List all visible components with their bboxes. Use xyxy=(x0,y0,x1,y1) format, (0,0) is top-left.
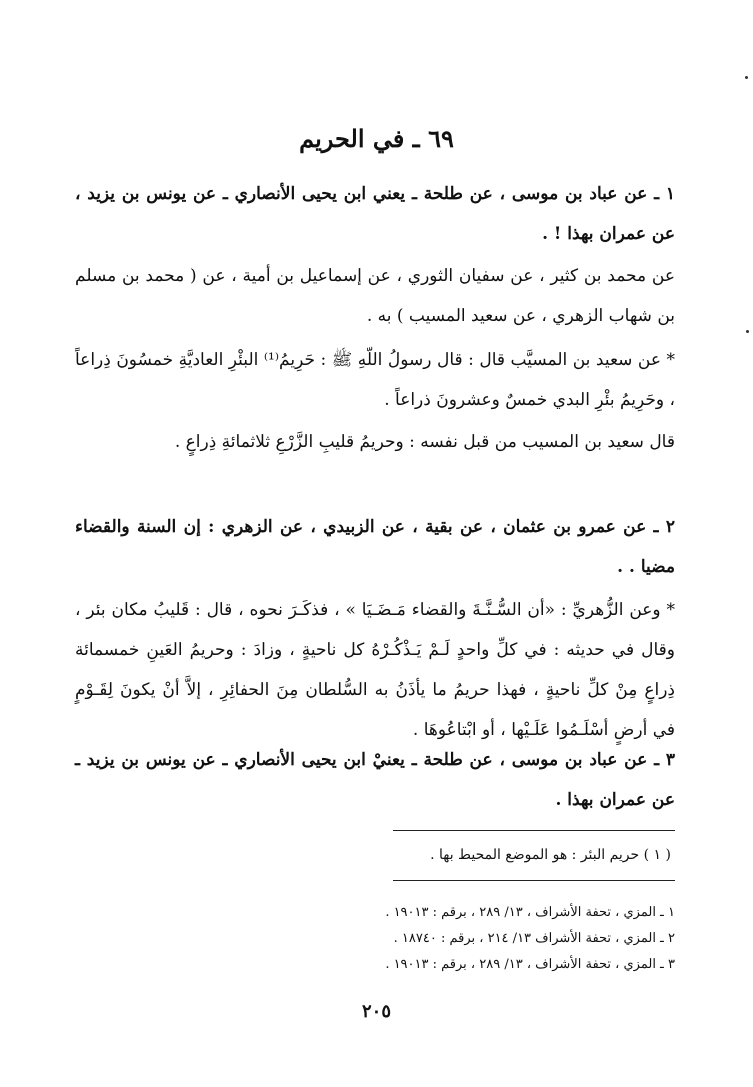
scan-speck xyxy=(745,76,748,79)
hadith-1-alt-chain: عن محمد بن كثير ، عن سفيان الثوري ، عن إسماعيل بن أمية ، عن ( محمد بن مسلم بن شهاب الزهري ، عن سعيد المسيب ) به . xyxy=(75,266,675,326)
chapter-title: ٦٩ ـ في الحريم xyxy=(299,124,454,153)
references-divider xyxy=(393,880,675,881)
reference-item: ١ ـ المزي ، تحفة الأشراف ، ١٣/ ٢٨٩ ، برقم : ١٩٠١٣ . xyxy=(385,905,675,920)
hadith-2-text: * وعن الزُّهريِّ : «أن السُّـنَّـةَ والقضاء مَـضَـيَا » ، فذكَـرَ نحوه ، قال : قَليبُ مكان بئر ، وقال في حديثه : في كلِّ واحدٍ لَـمْ يَـذْكُـرْهُ كل ناحيةٍ ، وزادَ : وحريمُ العَينِ خمسمائة ذِراعٍ مِنْ كلِّ ناحيةٍ ، فهذا حريمُ ما يأذَنُ به السُّلطان مِنَ الحفائِرِ ، إلاَّ أنْ يكونَ لِقَـوْمٍ في أرضٍ أسْلَـمُوا عَلَـيْها ، أو ابْتاعُوهَا . xyxy=(75,600,675,740)
footnote-divider xyxy=(393,830,675,831)
hadith-3-chain: ٣ ـ عن عباد بن موسى ، عن طلحة ـ يعنيْ ابن يحيى الأنصاري ـ عن يونس بن يزيد ـ عن عمران بهذا . xyxy=(75,750,675,810)
reference-item: ٢ ـ المزي ، تحفة الأشراف ١٣/ ٢١٤ ، برقم : ١٨٧٤٠ . xyxy=(393,931,675,946)
hadith-2-chain: ٢ ـ عن عمرو بن عثمان ، عن بقية ، عن الزبيدي ، عن الزهري : إن السنة والقضاء مضيا . . xyxy=(75,517,675,577)
references-list xyxy=(75,900,675,978)
hadith-1-comment: قال سعيد بن المسيب من قبل نفسه : وحريمُ قليبِ الزَّرْعِ ثلاثمائةِ ذِراعٍ . xyxy=(174,432,675,452)
hadith-1-chain: ١ ـ عن عباد بن موسى ، عن طلحة ـ يعني ابن يحيى الأنصاري ـ عن يونس بن يزيد ، عن عمران بهذا ! . xyxy=(75,184,675,244)
footnote: ( ١ ) حريم البئر : هو الموضع المحيط بها . xyxy=(430,847,671,863)
hadith-1-text: * عن سعيد بن المسيَّب قال : قال رسولُ اللّهِ ﷺ : حَرِيمُ⁽¹⁾ البئْرِ العاديَّةِ خمسُونَ ذِراعاً ، وحَرِيمُ بئْرِ البدي خمسٌ وعشرونَ ذراعاً . xyxy=(75,350,675,410)
page-number: ٢٠٥ xyxy=(361,1001,391,1022)
scan-speck xyxy=(746,330,749,333)
reference-item: ٣ ـ المزي ، تحفة الأشراف ، ١٣/ ٢٨٩ ، برقم : ١٩٠١٣ . xyxy=(385,957,675,972)
